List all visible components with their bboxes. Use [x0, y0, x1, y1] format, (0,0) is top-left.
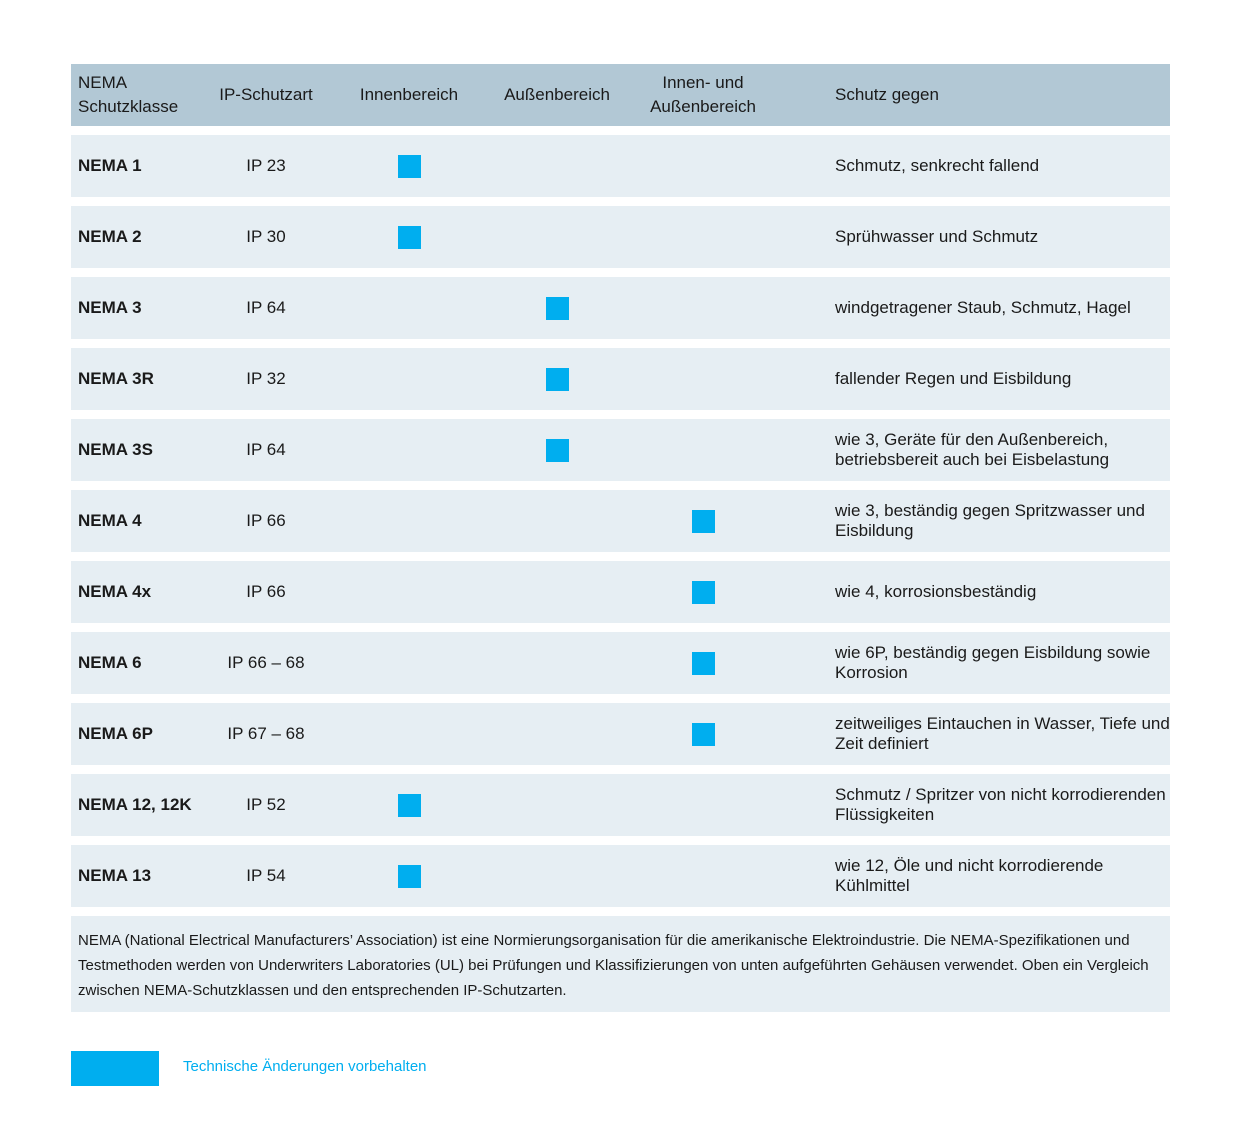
- nema-class-cell: NEMA 3R: [78, 369, 154, 388]
- header-indoor: Innenbereich: [359, 85, 459, 104]
- nema-class-cell: NEMA 1: [78, 156, 142, 175]
- marker-square-icon: [546, 368, 569, 391]
- ip-class-cell: IP 67 – 68: [227, 724, 305, 743]
- nema-class-cell: NEMA 2: [78, 227, 142, 246]
- marker-square-icon: [398, 865, 421, 888]
- protection-cell: [786, 643, 1170, 683]
- marker-square-icon: [692, 652, 715, 675]
- nema-class-cell: NEMA 3: [78, 298, 142, 317]
- header-nema-line1: NEMA: [78, 73, 128, 92]
- protection-text: Sprühwasser und Schmutz: [835, 227, 1039, 246]
- marker-square-icon: [398, 155, 421, 178]
- ip-class-cell: IP 64: [246, 298, 286, 317]
- table-row: [71, 561, 1170, 623]
- table-row: [71, 206, 1170, 268]
- table-row: [71, 845, 1170, 907]
- protection-cell: [786, 369, 1170, 389]
- ip-class-cell: IP 66: [246, 582, 286, 601]
- ip-class-cell: IP 30: [246, 227, 286, 246]
- header-indoor-outdoor: [620, 71, 786, 119]
- table-row: [71, 490, 1170, 552]
- nema-class-cell: NEMA 13: [78, 866, 152, 885]
- indoor-cell: [324, 226, 494, 249]
- protection-text: wie 3, beständig gegen Spritzwasser und Eisbildung: [835, 501, 1145, 540]
- outdoor-cell: [494, 439, 620, 462]
- nema-ip-table: [71, 64, 1170, 1012]
- protection-cell: [786, 501, 1170, 541]
- table-row: [71, 632, 1170, 694]
- protection-text: wie 4, korrosionsbeständig: [835, 582, 1037, 601]
- indoor-outdoor-cell: [620, 723, 786, 746]
- indoor-cell: [324, 155, 494, 178]
- outdoor-cell: [494, 368, 620, 391]
- nema-class-cell: NEMA 4x: [78, 582, 152, 601]
- outdoor-cell: [494, 297, 620, 320]
- protection-cell: [786, 156, 1170, 176]
- protection-text-line2: betriebsbereit auch bei Eisbelastung: [835, 450, 1110, 469]
- header-indoor-outdoor-line2: Außenbereich: [650, 97, 756, 116]
- protection-cell: [786, 430, 1170, 470]
- protection-cell: [786, 298, 1170, 318]
- nema-class-cell: NEMA 6P: [78, 724, 153, 743]
- indoor-outdoor-cell: [620, 652, 786, 675]
- ip-class-cell: IP 54: [246, 866, 286, 885]
- table-row: [71, 703, 1170, 765]
- header-outdoor: Außenbereich: [504, 85, 610, 104]
- table-row: [71, 277, 1170, 339]
- nema-class-cell: NEMA 3S: [78, 440, 153, 459]
- protection-cell: [786, 856, 1170, 896]
- footer-disclaimer: Technische Änderungen vorbehalten: [183, 1058, 427, 1075]
- protection-cell: [786, 714, 1170, 754]
- ip-class-cell: IP 64: [246, 440, 286, 459]
- footnote: NEMA (National Electrical Manufacturers’ Association) ist eine Normierungsorganisation für die amerikanische Elektroindustrie. Die NEMA-Spezifikationen und Testmethoden werden von Underwriters Laboratories (UL) bei Prüfungen und Klassifizierungen von unten aufgeführten Gehäusen verwendet. Oben ein Vergleich zwischen NEMA-Schutzklassen und den entsprechenden IP-Schutzarten.: [71, 916, 1170, 1012]
- marker-square-icon: [692, 581, 715, 604]
- header-nema-class: [71, 71, 208, 119]
- marker-square-icon: [546, 439, 569, 462]
- marker-square-icon: [398, 226, 421, 249]
- nema-class-cell: NEMA 6: [78, 653, 142, 672]
- protection-text: wie 6P, beständig gegen Eisbildung sowie Korrosion: [835, 643, 1151, 682]
- header-protection: Schutz gegen: [835, 85, 939, 104]
- marker-square-icon: [546, 297, 569, 320]
- ip-class-cell: IP 23: [246, 156, 286, 175]
- protection-cell: [786, 582, 1170, 602]
- protection-text: wie 3, Geräte für den Außenbereich,: [835, 430, 1109, 449]
- marker-square-icon: [692, 723, 715, 746]
- protection-text: Schmutz, senkrecht fallend: [835, 156, 1040, 175]
- ip-class-cell: IP 32: [246, 369, 286, 388]
- nema-class-cell: NEMA 4: [78, 511, 142, 530]
- protection-text: Schmutz / Spritzer von nicht korrodierenden Flüssigkeiten: [835, 785, 1166, 824]
- marker-square-icon: [398, 794, 421, 817]
- indoor-cell: [324, 865, 494, 888]
- table-row: [71, 135, 1170, 197]
- table-row: [71, 348, 1170, 410]
- indoor-outdoor-cell: [620, 510, 786, 533]
- protection-text: zeitweiliges Eintauchen in Wasser, Tiefe und Zeit definiert: [835, 714, 1170, 753]
- ip-class-cell: IP 66: [246, 511, 286, 530]
- table-header: [71, 64, 1170, 126]
- protection-text: fallender Regen und Eisbildung: [835, 369, 1072, 388]
- protection-text: windgetragener Staub, Schmutz, Hagel: [835, 298, 1131, 317]
- nema-class-cell: NEMA 12, 12K: [78, 795, 192, 814]
- footer-accent-bar: [71, 1051, 159, 1086]
- table-row: [71, 419, 1170, 481]
- table-row: [71, 774, 1170, 836]
- ip-class-cell: IP 66 – 68: [227, 653, 305, 672]
- table-body: [71, 135, 1170, 907]
- indoor-outdoor-cell: [620, 581, 786, 604]
- protection-cell: [786, 785, 1170, 825]
- header-nema-line2: Schutzklasse: [78, 97, 179, 116]
- indoor-cell: [324, 794, 494, 817]
- marker-square-icon: [692, 510, 715, 533]
- protection-cell: [786, 227, 1170, 247]
- protection-text: wie 12, Öle und nicht korrodierende Kühlmittel: [835, 856, 1104, 895]
- header-ip-class: IP-Schutzart: [219, 85, 313, 104]
- header-indoor-outdoor-line1: Innen- und: [662, 73, 744, 92]
- ip-class-cell: IP 52: [246, 795, 286, 814]
